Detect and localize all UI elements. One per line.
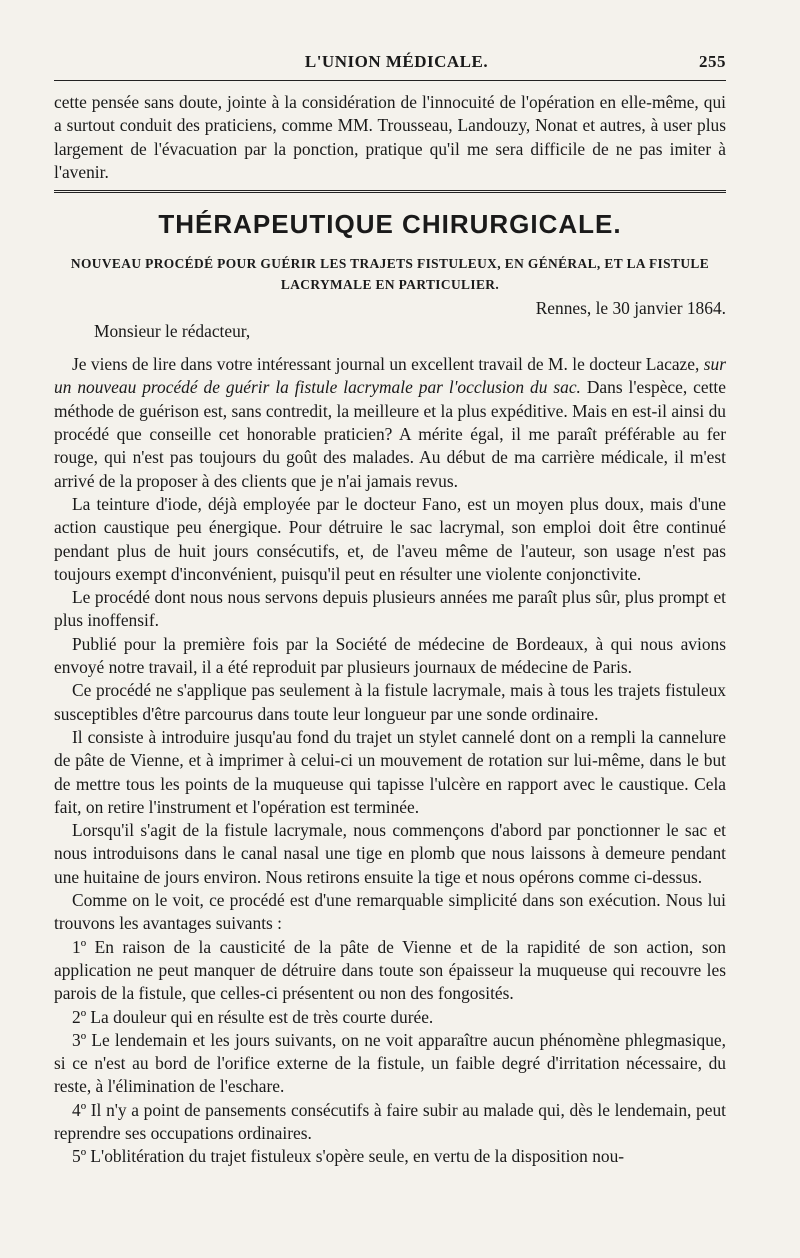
advantage-item-1: 1º En raison de la causticité de la pâte de Vienne et de la rapidité de son action, son application ne peut manquer de détruire dans toute son épaisseur la muqueuse qui recouvre les parois de la fistule, que celles-ci présentent ou non des fongosités.: [54, 936, 726, 1004]
p1-italic-title: sur un nouveau procédé de guérir la fistule lacrymale par l'occlusion du sac.: [54, 354, 726, 398]
article-subtitle-line2: LACRYMALE EN PARTICULIER.: [280, 277, 500, 293]
journal-title: L'UNION MÉDICALE.: [304, 52, 489, 71]
section-title: THÉRAPEUTIQUE CHIRURGICALE.: [158, 209, 622, 240]
dateline: Rennes, le 30 janvier 1864.: [535, 298, 726, 319]
p1-text-b: Dans l'espèce, cette méthode de guérison est, sans contredit, la meilleure et la plus expéditive. Mais en est-il ainsi du procédé que conseille cet honorable praticien? A mérite égal, il me paraît préférable au fer rouge, qui n'est pas toujours du goût des malades. Au début de ma carrière médicale, il m'est arrivé de la proposer à des clients que je n'ai jamais revus.: [54, 377, 726, 491]
intro-paragraph: cette pensée sans doute, jointe à la considération de l'innocuité de l'opération en elle-même, qui a surtout conduit des praticiens, comme MM. Trousseau, Landouzy, Nonat et autres, à user plus largement de l'évacuation par la ponction, pratique qu'il me sera difficile de ne pas imiter à l'avenir.: [54, 92, 726, 182]
letter-paragraph-3: Le procédé dont nous nous servons depuis plusieurs années me paraît plus sûr, plus prompt et plus inoffensif.: [54, 587, 726, 631]
running-head: [54, 52, 726, 78]
header-rule: [54, 80, 726, 81]
advantage-item-2: 2º La douleur qui en résulte est de très courte durée.: [72, 1006, 434, 1027]
advantage-item-5: 5º L'oblitération du trajet fistuleux s'opère seule, en vertu de la disposition nou-: [72, 1146, 625, 1167]
letter-paragraph-5: Ce procédé ne s'applique pas seulement à la fistule lacrymale, mais à tous les trajets fistuleux susceptibles d'être parcourus dans toute leur longueur par une sonde ordinaire.: [54, 680, 726, 724]
letter-paragraph-7: Lorsqu'il s'agit de la fistule lacrymale, nous commençons d'abord par ponctionner le sac et nous introduisons dans le canal nasal une tige en plomb que nous laissons à demeure pendant une huitaine de jours environ. Nous retirons ensuite la tige et nous opérons comme ci-dessus.: [54, 820, 726, 887]
letter-paragraph-2: La teinture d'iode, déjà employée par le docteur Fano, est un moyen plus doux, mais d'une action caustique peu énergique. Pour détruire le sac lacrymal, son emploi doit être continué pendant plus de huit jours consécutifs, et, de l'aveu même de l'auteur, son usage n'est pas toujours exempt d'inconvénient, puisqu'il peut en résulter une violente conjonctivite.: [54, 493, 726, 584]
section-divider: [54, 190, 726, 195]
letter-paragraph-8: Comme on le voit, ce procédé est d'une remarquable simplicité dans son exécution. Nous lui trouvons les avantages suivants :: [54, 890, 726, 934]
p1-text-a: Je viens de lire dans votre intéressant journal un excellent travail de M. le docteur Lacaze,: [72, 354, 704, 375]
advantage-item-3: 3º Le lendemain et les jours suivants, on ne voit apparaître aucun phénomène phlegmasique, si ce n'est au bord de l'orifice externe de la fistule, un faible degré d'irritation nécessaire, du reste, à l'élimination de l'eschare.: [54, 1029, 726, 1097]
advantage-item-4: 4º Il n'y a point de pansements consécutifs à faire subir au malade qui, dès le lendemain, peut reprendre ses occupations ordinaires.: [54, 1099, 726, 1143]
letter-paragraph-6: Il consiste à introduire jusqu'au fond du trajet un stylet cannelé dont on a rempli la cannelure de pâte de Vienne, et à imprimer à celui-ci un mouvement de rotation sur lui-même, dans le but de mettre tous les points de la muqueuse qui tapisse l'ulcère en rapport avec le caustique. Cela fait, on retire l'instrument et l'opération est terminée.: [54, 726, 726, 817]
page-number: 255: [699, 52, 726, 71]
article-subtitle-line1: NOUVEAU PROCÉDÉ POUR GUÉRIR LES TRAJETS FISTULEUX, EN GÉNÉRAL, ET LA FISTULE: [70, 256, 710, 272]
letter-paragraph-4: Publié pour la première fois par la Société de médecine de Bordeaux, à qui nous avions envoyé notre travail, il a été reproduit par plusieurs journaux de médecine de Paris.: [54, 633, 726, 678]
letter-paragraph-1: [54, 353, 726, 493]
salutation: Monsieur le rédacteur,: [94, 321, 251, 342]
